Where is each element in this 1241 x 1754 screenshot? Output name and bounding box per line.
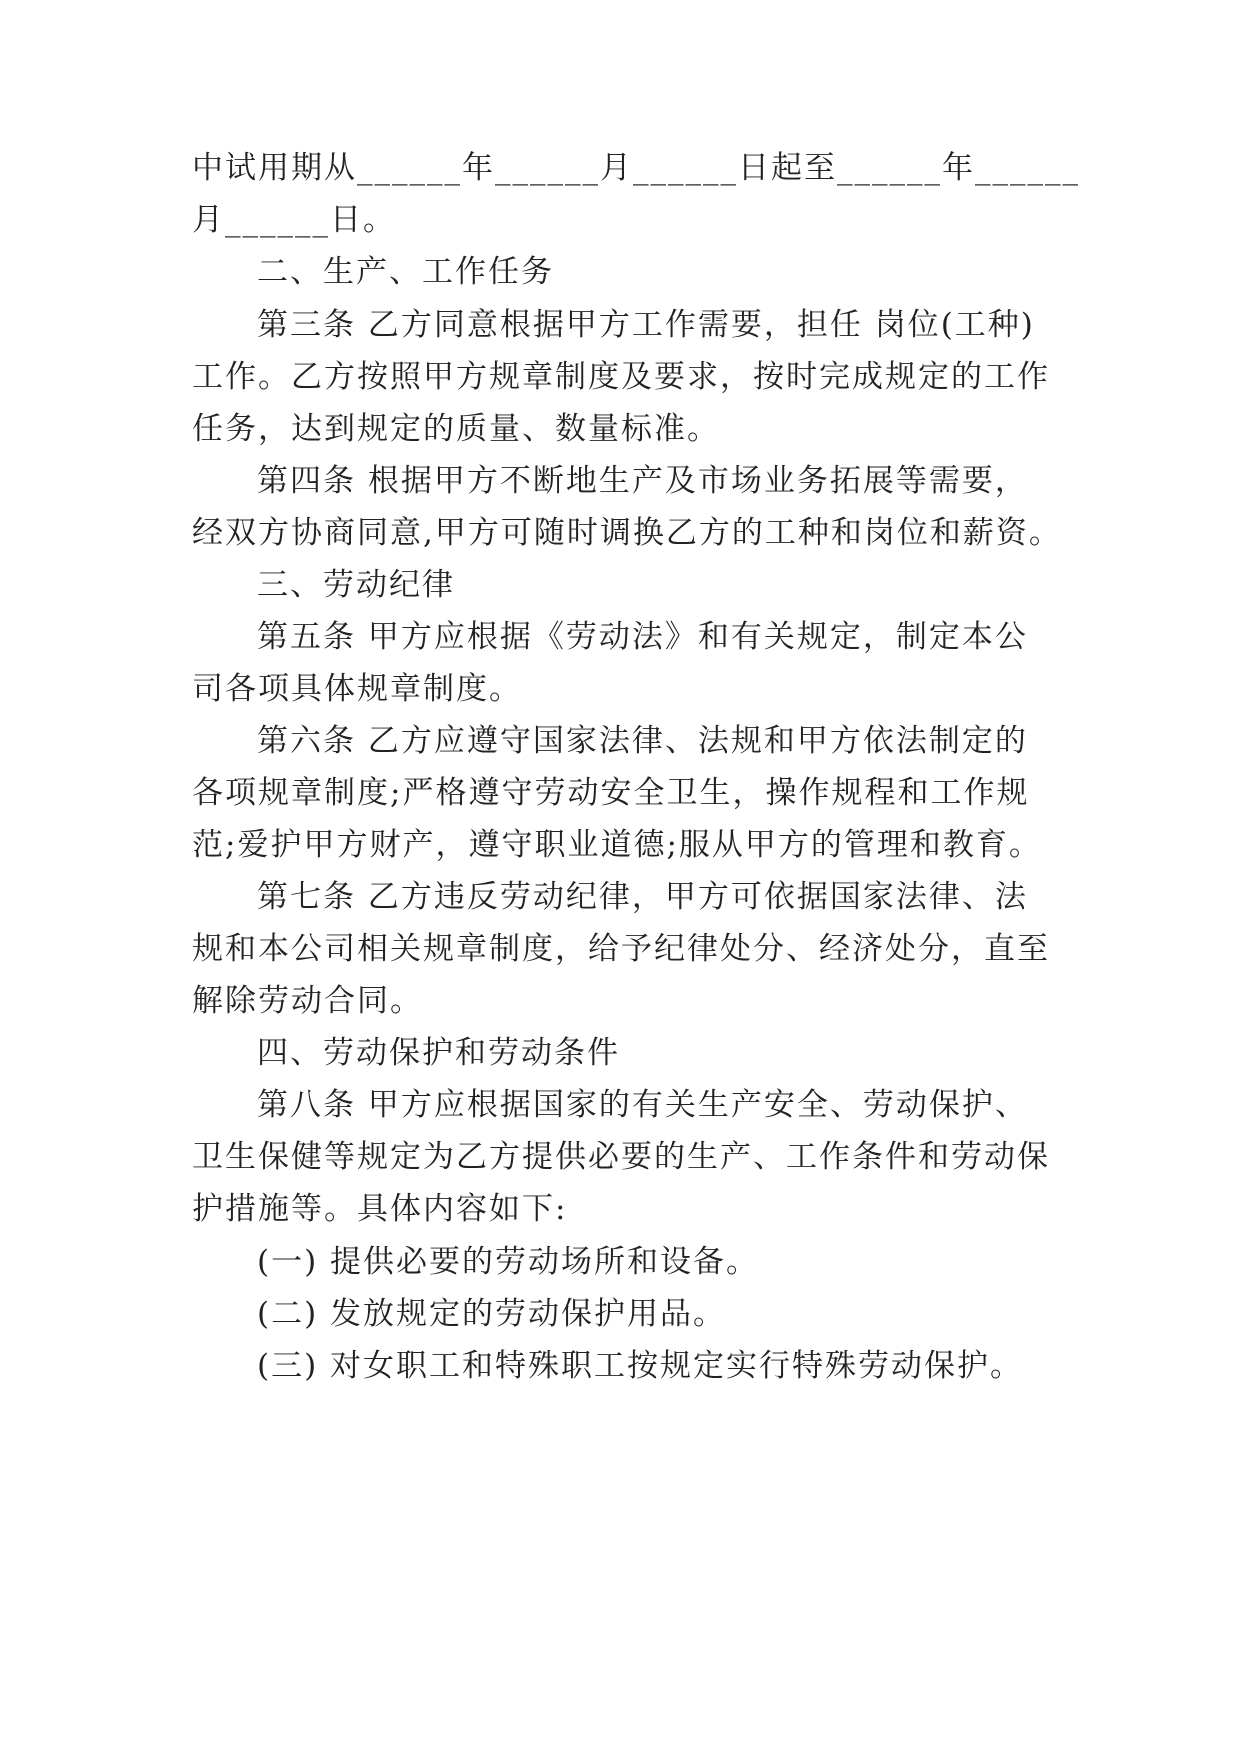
text-line: 各项规章制度;严格遵守劳动安全卫生，操作规程和工作规 xyxy=(192,775,1030,811)
text-line: 规和本公司相关规章制度，给予纪律处分、经济处分，直至 xyxy=(192,931,1050,967)
article-line: 第五条 甲方应根据《劳动法》和有关规定，制定本公 xyxy=(257,619,1028,655)
section-heading: 四、劳动保护和劳动条件 xyxy=(257,1035,620,1071)
article-line: 第四条 根据甲方不断地生产及市场业务拓展等需要， xyxy=(257,463,1028,499)
text-line: 范;爱护甲方财产，遵守职业道德;服从甲方的管理和教育。 xyxy=(192,827,1042,863)
section-heading: 二、生产、工作任务 xyxy=(257,254,554,290)
list-item: (二) 发放规定的劳动保护用品。 xyxy=(257,1296,727,1332)
text-line: 工作。乙方按照甲方规章制度及要求，按时完成规定的工作 xyxy=(192,359,1050,395)
text-line: 解除劳动合同。 xyxy=(192,983,423,1019)
article-line: 第六条 乙方应遵守国家法律、法规和甲方依法制定的 xyxy=(257,723,1028,759)
article-line: 第八条 甲方应根据国家的有关生产安全、劳动保护、 xyxy=(257,1087,1028,1123)
article-line: 第七条 乙方违反劳动纪律，甲方可依据国家法律、法 xyxy=(257,879,1028,915)
section-heading: 三、劳动纪律 xyxy=(257,567,455,603)
article-line: 第三条 乙方同意根据甲方工作需要，担任 岗位(工种) xyxy=(257,307,1035,343)
list-item: (一) 提供必要的劳动场所和设备。 xyxy=(257,1244,760,1280)
text-line: 月______日。 xyxy=(192,202,396,238)
text-line: 中试用期从______年______月______日起至______年______ xyxy=(192,150,1080,186)
list-item: (三) 对女职工和特殊职工按规定实行特殊劳动保护。 xyxy=(257,1348,1024,1384)
text-line: 经双方协商同意,甲方可随时调换乙方的工种和岗位和薪资。 xyxy=(192,515,1062,551)
text-line: 任务，达到规定的质量、数量标准。 xyxy=(192,411,720,447)
text-line: 司各项具体规章制度。 xyxy=(192,671,522,707)
text-line: 护措施等。具体内容如下: xyxy=(192,1191,568,1227)
text-line: 卫生保健等规定为乙方提供必要的生产、工作条件和劳动保 xyxy=(192,1139,1050,1175)
